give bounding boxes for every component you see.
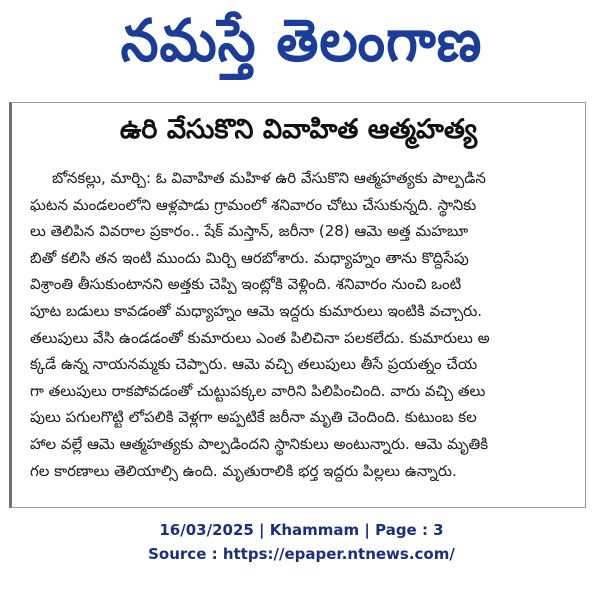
edition-info: 16/03/2025 | Khammam | Page : 3 — [159, 521, 444, 539]
article-line: పులు పగులగొట్టి లోపలికి వెళ్లగా అప్పటికే జరీనా మృతి చెందింది. కుటుంబ కల — [30, 408, 477, 427]
article-line: గల కారణాలు తెలియాల్సి ఉంది. మృతురాలికి భర్త ఇద్దరు పిల్లలు ఉన్నారు. — [30, 461, 457, 480]
article-line: తలుపులు వేసి ఉండడంతో కుమారులు ఎంత పిలిచినా పలకలేదు. కుమారులు అ — [30, 328, 490, 347]
article-headline: ఉరి వేసుకొని వివాహిత ఆత్మహత్య — [119, 114, 478, 145]
article-line: క్కడే ఉన్న నాయనమ్మకు చెప్పారు. ఆమె వచ్చి తలుపులు తీసే ప్రయత్నం చేయ — [30, 355, 478, 374]
article-clipping — [9, 102, 586, 508]
article-line: పూట బడులు కావడంతో మధ్యాహ్నం ఆమె ఇద్దరు కుమారులు ఇంటికి వచ్చారు. — [30, 301, 483, 320]
article-line: గా తలుపులు రాకపోవడంతో చుట్టుపక్కల వారిని పిలిపించింది. వారు వచ్చి తలు — [30, 381, 486, 400]
article-line: లు తెలిపిన వివరాల ప్రకారం.. షేక్ మస్తాన్, జరీనా (28) ఆమె అత్త మహబూ — [30, 222, 469, 241]
newspaper-title: నమస్తే తెలంగాణ — [120, 6, 483, 75]
article-line: బితో కలిసి తన ఇంటి ముందు మిర్చి ఆరబోశారు. మధ్యాహ్నం తాను కొద్దిసేపు — [30, 248, 469, 267]
source-link[interactable]: Source : https://epaper.ntnews.com/ — [148, 545, 455, 563]
article-line: బోనకల్లు, మార్చి: ఓ వివాహిత మహిళ ఉరి వేసుకొని ఆత్మహత్యకు పాల్పడిన — [52, 169, 486, 187]
article-line: ఘటన మండలంలోని ఆళ్లపాడు గ్రామంలో శనివారం చోటు చేసుకున్నది. స్థానికు — [30, 195, 477, 214]
article-body — [30, 165, 570, 484]
masthead — [0, 0, 603, 82]
article-line: విశ్రాంతి తీసుకుంటానని అత్తకు చెప్పి ఇంట్లోకి వెళ్లింది. శనివారం నుంచి ఒంటి — [30, 275, 462, 294]
article-line: హాల వల్లే ఆమె ఆత్మహత్యకు పాల్పడిందని స్థానికులు అంటున్నారు. ఆమె మృతికి — [30, 434, 489, 453]
clipping-footer — [0, 518, 603, 566]
